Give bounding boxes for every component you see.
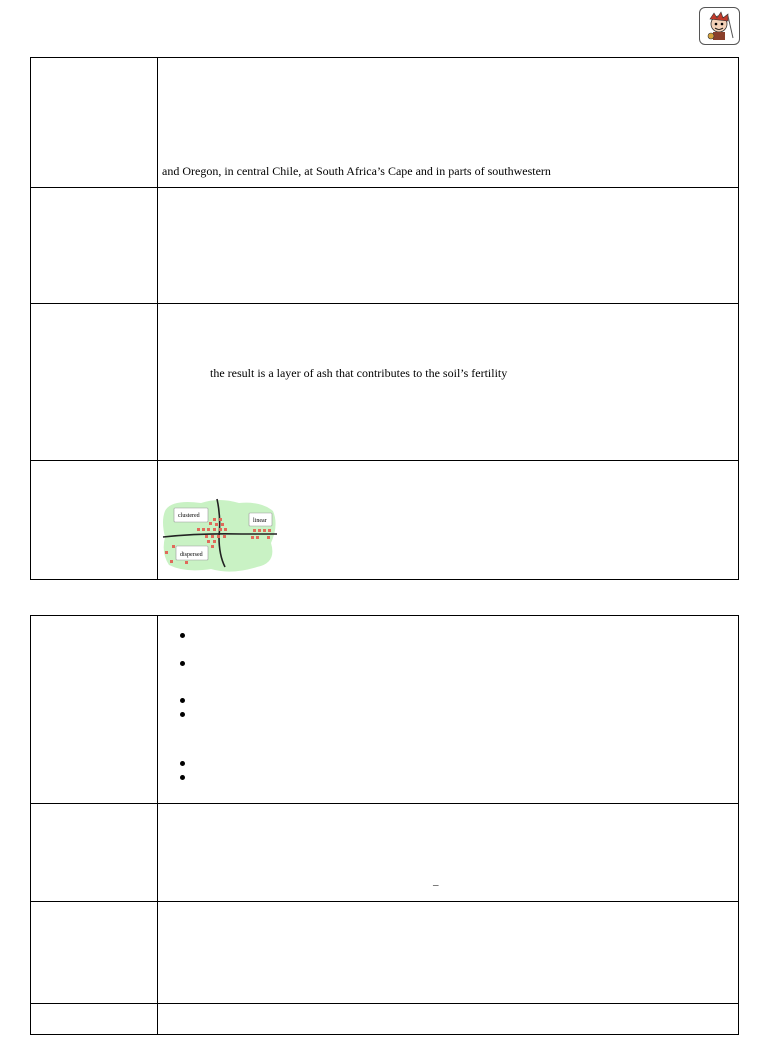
table-row: [31, 303, 738, 461]
clustered-label: clustered: [178, 513, 200, 519]
table-1: [30, 57, 739, 580]
logo: [699, 7, 740, 45]
table-row: [31, 460, 738, 580]
settlement-patterns-map: [161, 497, 279, 573]
list-bullet: [180, 775, 185, 780]
table-row: [31, 901, 738, 1004]
dash-mark: –: [433, 879, 439, 891]
list-bullet: [180, 761, 185, 766]
list-bullet: [180, 698, 185, 703]
list-bullet: [180, 712, 185, 717]
dispersed-label: dispersed: [180, 552, 203, 558]
cartoon-character-logo-icon: [700, 8, 739, 44]
table-2: [30, 615, 739, 1035]
table-row: [31, 187, 738, 304]
linear-label: linear: [253, 518, 267, 524]
table-row: [31, 803, 738, 902]
climate-regions-text: and Oregon, in central Chile, at South Africa’s Cape and in parts of southwestern: [162, 164, 551, 178]
list-bullet: [180, 633, 185, 638]
list-bullet: [180, 661, 185, 666]
table-row: [31, 616, 738, 803]
ash-fertility-text: the result is a layer of ash that contributes to the soil’s fertility: [210, 366, 508, 380]
